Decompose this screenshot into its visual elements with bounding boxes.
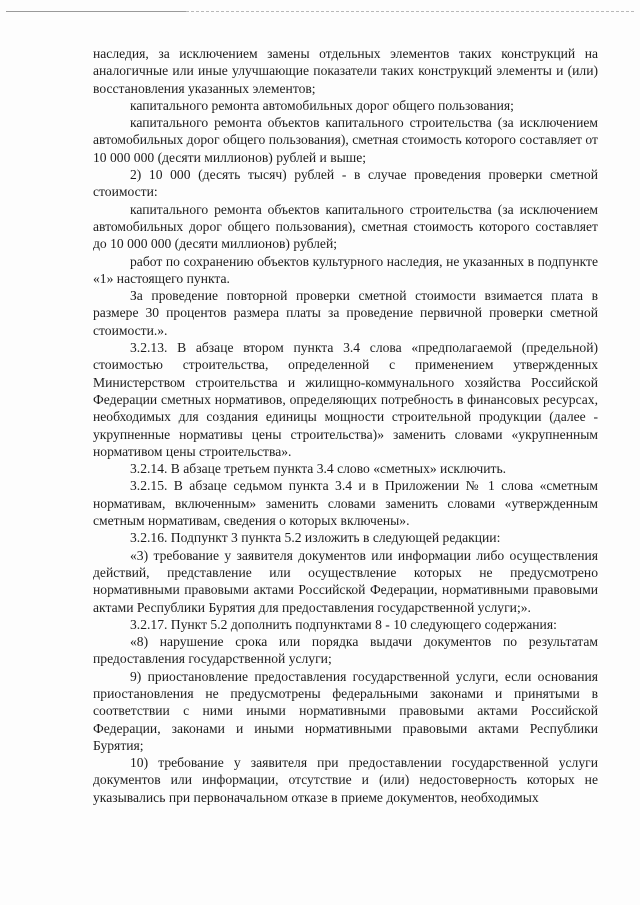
paragraph-6: работ по сохранению объектов культурного наследия, не указанных в подпункте «1» настоящего пункта.: [93, 253, 598, 286]
paragraph-15: 9) приостановление предоставления государственной услуги, если основания приостановления не предусмотрены федеральными законами и принятыми в соответствии с ними иными нормативными правовыми актами Российской Федерации, законами и иными нормативными правовыми актами Республики Бурятия;: [93, 668, 598, 753]
paragraph-8: 3.2.13. В абзаце втором пункта 3.4 слова «предполагаемой (предельной) стоимостью строительства, определенной с применением утвержденных Министерством строительства и жилищно-коммунального хозяйства Российской Федерации сметных нормативов, определяющих потребность в финансовых ресурсах, необходимых для создания единицы мощности строительной продукции (далее - укрупненные нормативы цены строительства)» заменить словами «укрупненным нормативом цены строительства».: [93, 340, 598, 459]
paragraph-12: «3) требование у заявителя документов или информации либо осуществления действий, представление или осуществление которых не предусмотрено нормативными правовыми актами Российской Федерации, нормативными правовыми актами Республики Бурятия для предоставления государственной услуги;».: [93, 547, 598, 615]
paragraph-10: 3.2.15. В абзаце седьмом пункта 3.4 и в Приложении № 1 слова «сметным нормативам, включенным» заменить словами заменить словами «утвержденным сметным нормативам, сведения о которых включены».: [93, 478, 598, 529]
scan-top-edge-left: [6, 11, 186, 12]
paragraph-3: капитального ремонта объектов капитального строительства (за исключением автомобильных дорог общего пользования), сметная стоимость которого составляет от 10 000 000 (десяти миллионов) рублей и выше;: [93, 115, 598, 165]
paragraph-14: «8) нарушение срока или порядка выдачи документов по результатам предоставления государственной услуги;: [93, 634, 598, 667]
paragraph-1: наследия, за исключением замены отдельных элементов таких конструкций на аналогичные или иные улучшающие показатели таких конструкций элементы и (или) восстановления указанных элементов;: [93, 46, 598, 96]
paragraph-7: За проведение повторной проверки сметной стоимости взимается плата в размере 30 процентов размера платы за проведение первичной проверки сметной стоимости.».: [93, 288, 598, 338]
paragraph-5: капитального ремонта объектов капитального строительства (за исключением автомобильных дорог общего пользования), сметная стоимость которого составляет до 10 000 000 (десяти миллионов) рублей;: [93, 201, 598, 252]
paragraph-11: 3.2.16. Подпункт 3 пункта 5.2 изложить в следующей редакции:: [130, 530, 501, 546]
paragraph-9: 3.2.14. В абзаце третьем пункта 3.4 слово «сметных» исключить.: [130, 461, 507, 477]
document-body: [93, 45, 598, 806]
paragraph-16: 10) требование у заявителя при предоставлении государственной услуги документов или информации, отсутствие и (или) недостоверность которых не указывались при первоначальном отказе в приеме документов, необходимых: [93, 755, 598, 805]
paragraph-2: капитального ремонта автомобильных дорог общего пользования;: [130, 97, 514, 113]
paragraph-13: 3.2.17. Пункт 5.2 дополнить подпунктами 8 - 10 следующего содержания:: [130, 616, 557, 632]
paragraph-4: 2) 10 000 (десять тысяч) рублей - в случае проведения проверки сметной стоимости:: [93, 167, 598, 200]
